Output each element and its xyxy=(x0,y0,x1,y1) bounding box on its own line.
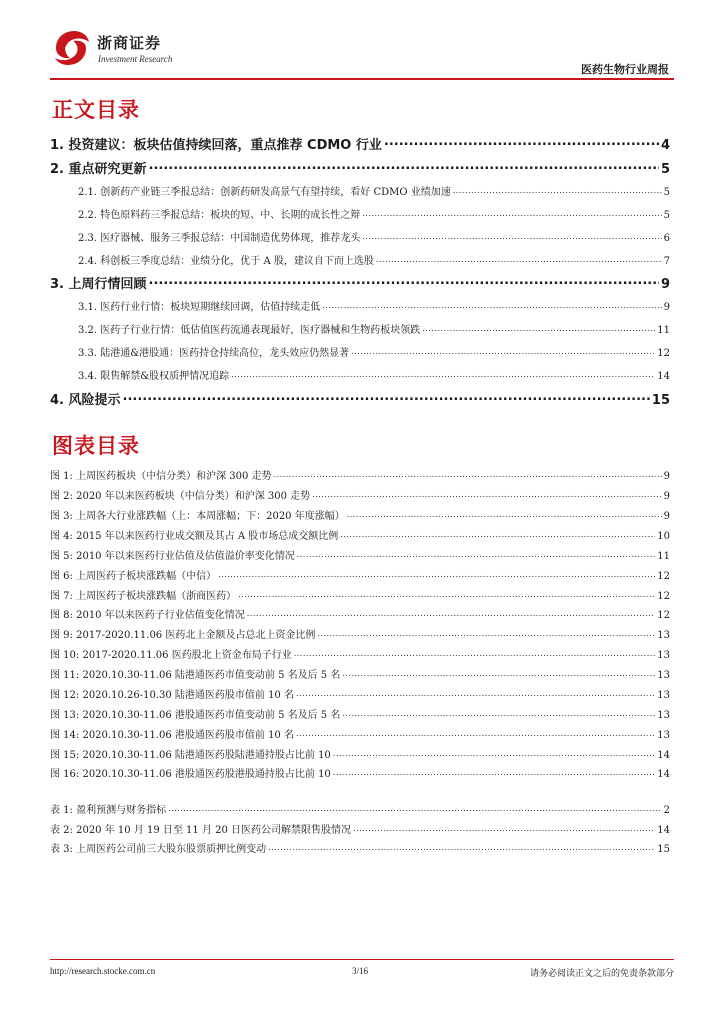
toc-subentry[interactable] xyxy=(78,252,670,267)
toc-entry[interactable] xyxy=(50,273,670,292)
toc-subentry[interactable] xyxy=(78,344,670,359)
figure-entry[interactable] xyxy=(50,567,670,582)
leader-dots xyxy=(362,231,661,241)
table-entry[interactable] xyxy=(50,821,670,836)
table-entry-page: 15 xyxy=(657,844,670,855)
figure-entry[interactable] xyxy=(50,706,670,721)
table-entry-page: 14 xyxy=(657,825,670,836)
toc-entry[interactable] xyxy=(50,389,670,408)
logo-english-name: Investment Research xyxy=(98,54,173,64)
leader-dots xyxy=(453,185,662,195)
toc-subentry[interactable] xyxy=(78,367,670,382)
figure-entry-label: 图 4: 2015 年以来医药行业成交额及其占 A 股市场总成交额比例 xyxy=(50,531,339,542)
leader-dots xyxy=(168,803,662,813)
figure-entry-label: 图 11: 2020.10.30-11.06 陆港通医药市值变动前 5 名及后 5 名 xyxy=(50,670,341,681)
figure-entry-label: 图 10: 2017-2020.11.06 医药股北上资金布局子行业 xyxy=(50,650,292,661)
leader-dots xyxy=(422,323,655,333)
footer-disclaimer: 请务必阅读正文之后的免责条款部分 xyxy=(529,969,674,979)
table-entry[interactable] xyxy=(50,801,670,816)
leader-dots xyxy=(340,529,655,539)
leader-dots xyxy=(268,842,655,852)
leader-dots xyxy=(376,254,662,264)
company-logo xyxy=(50,28,225,68)
leader-dots xyxy=(297,549,656,559)
figure-entry[interactable] xyxy=(50,726,670,741)
toc-entry-label: 3.1. 医药行业行情：板块短期继续回调，估值持续走低 xyxy=(78,302,321,313)
toc-entry-page: 11 xyxy=(657,325,670,336)
table-entry-label: 表 2: 2020 年 10 月 19 日至 11 月 20 日医药公司解禁限售股情况 xyxy=(50,825,352,836)
figure-entry[interactable] xyxy=(50,626,670,641)
footer-page-number: 3/16 xyxy=(352,966,369,976)
toc-subentry[interactable] xyxy=(78,229,670,244)
leader-dots xyxy=(296,688,655,698)
figure-entry-page: 13 xyxy=(657,670,670,681)
toc-entry-page: 5 xyxy=(660,162,670,177)
leader-dots xyxy=(342,668,655,678)
figure-entry[interactable] xyxy=(50,746,670,761)
figure-entry-label: 图 15: 2020.10.30-11.06 陆港通医药股陆港通持股占比前 10 xyxy=(50,750,331,761)
toc-subentry[interactable] xyxy=(78,183,670,198)
header-divider xyxy=(50,78,674,80)
table-entry-page: 2 xyxy=(663,805,670,816)
toc-entry-page: 7 xyxy=(663,256,670,267)
figure-entry[interactable] xyxy=(50,765,670,780)
figure-entry-page: 14 xyxy=(657,750,670,761)
figure-entry-label: 图 14: 2020.10.30-11.06 港股通医药股市值前 10 名 xyxy=(50,730,294,741)
figure-entry[interactable] xyxy=(50,606,670,621)
figure-entry-page: 14 xyxy=(657,769,670,780)
table-entry-label: 表 3: 上周医药公司前三大股东股票质押比例变动 xyxy=(50,844,267,855)
toc-entry-label: 3.2. 医药子行业行情：低估值医药流通表现最好，医疗器械和生物药板块领跌 xyxy=(78,325,421,336)
leader-dots xyxy=(351,346,655,356)
report-type-label: 医药生物行业周报 xyxy=(581,63,669,76)
footer-website-link[interactable]: http://research.stocke.com.cn xyxy=(50,966,156,976)
leader-dots xyxy=(353,823,655,833)
figure-entry-page: 9 xyxy=(663,511,670,522)
figure-entry-page: 9 xyxy=(663,471,670,482)
figure-entry[interactable] xyxy=(50,666,670,681)
leader-dots xyxy=(384,139,659,149)
figure-entry-label: 图 16: 2020.10.30-11.06 港股通医药股港股通持股占比前 10 xyxy=(50,769,331,780)
figure-entry[interactable] xyxy=(50,646,670,661)
figure-entry-page: 12 xyxy=(657,571,670,582)
toc-entry-page: 9 xyxy=(660,277,670,292)
toc-entry-page: 9 xyxy=(663,302,670,313)
logo-chinese-name: 浙商证券 xyxy=(97,34,162,52)
figure-entry[interactable] xyxy=(50,507,670,522)
figure-entry-label: 图 9: 2017-2020.11.06 医药北上金额及占总北上资金比例 xyxy=(50,630,316,641)
figure-entry[interactable] xyxy=(50,527,670,542)
leader-dots xyxy=(362,208,661,218)
leader-dots xyxy=(274,469,662,479)
toc-entry-label: 4. 风险提示 xyxy=(50,393,121,408)
leader-dots xyxy=(312,489,661,499)
toc-subentry[interactable] xyxy=(78,321,670,336)
table-entry[interactable] xyxy=(50,840,670,855)
toc-entry-label: 3. 上周行情回顾 xyxy=(50,277,147,292)
figure-entry-page: 13 xyxy=(657,690,670,701)
leader-dots xyxy=(342,708,655,718)
toc-entry-label: 2.3. 医疗器械、服务三季报总结：中国制造优势体现，推荐龙头 xyxy=(78,233,361,244)
leader-dots xyxy=(296,728,655,738)
toc-entry-label: 2. 重点研究更新 xyxy=(50,162,147,177)
figure-entry[interactable] xyxy=(50,686,670,701)
figure-entry[interactable] xyxy=(50,487,670,502)
figure-entry-page: 12 xyxy=(657,610,670,621)
toc-title: 正文目录 xyxy=(52,98,140,122)
toc-entry-label: 2.1. 创新药产业链三季报总结：创新药研发高景气有望持续，看好 CDMO 业绩加速 xyxy=(78,187,451,198)
figure-entry-label: 图 6: 上周医药子板块涨跌幅（中信） xyxy=(50,571,217,582)
toc-entry-label: 1. 投资建议：板块估值持续回落，重点推荐 CDMO 行业 xyxy=(50,138,382,153)
toc-entry-page: 6 xyxy=(663,233,670,244)
footer-divider xyxy=(50,959,674,960)
toc-entry-page: 4 xyxy=(660,138,670,153)
leader-dots xyxy=(149,163,659,173)
leader-dots xyxy=(294,648,656,658)
figure-entry[interactable] xyxy=(50,547,670,562)
figure-entry-page: 12 xyxy=(657,591,670,602)
figure-entry-page: 13 xyxy=(657,630,670,641)
toc-entry[interactable] xyxy=(50,134,670,153)
toc-entry[interactable] xyxy=(50,158,670,177)
leader-dots xyxy=(333,767,655,777)
figure-entry-page: 11 xyxy=(657,551,670,562)
figure-entry-page: 9 xyxy=(663,491,670,502)
figures-title: 图表目录 xyxy=(52,434,140,458)
logo-mark-icon xyxy=(50,28,92,68)
toc-entry-page: 15 xyxy=(651,393,670,408)
figure-entry-label: 图 13: 2020.10.30-11.06 港股通医药市值变动前 5 名及后 5 名 xyxy=(50,710,341,721)
toc-entry-label: 3.4. 限售解禁&股权质押情况追踪 xyxy=(78,371,230,382)
figure-entry-label: 图 1: 上周医药板块（中信分类）和沪深 300 走势 xyxy=(50,471,272,482)
figure-entry-page: 13 xyxy=(657,710,670,721)
figure-entry-page: 10 xyxy=(657,531,670,542)
toc-subentry[interactable] xyxy=(78,206,670,221)
leader-dots xyxy=(333,748,655,758)
toc-entry-label: 2.4. 科创板三季度总结：业绩分化，优于 A 股，建议自下而上选股 xyxy=(78,256,374,267)
figure-entry-label: 图 8: 2010 年以来医药子行业估值变化情况 xyxy=(50,610,245,621)
figure-entry[interactable] xyxy=(50,587,670,602)
leader-dots xyxy=(317,628,655,638)
leader-dots xyxy=(123,394,650,404)
toc-subentry[interactable] xyxy=(78,298,670,313)
figure-entry-label: 图 3: 上周各大行业涨跌幅（上：本周涨幅；下：2020 年度涨幅） xyxy=(50,511,345,522)
toc-entry-page: 5 xyxy=(663,187,670,198)
leader-dots xyxy=(247,608,656,618)
toc-entry-page: 12 xyxy=(657,348,670,359)
toc-entry-page: 5 xyxy=(663,210,670,221)
figure-entry[interactable] xyxy=(50,467,670,482)
leader-dots xyxy=(238,589,655,599)
page-header xyxy=(0,0,724,80)
figure-entry-label: 图 2: 2020 年以来医药板块（中信分类）和沪深 300 走势 xyxy=(50,491,311,502)
figure-entry-label: 图 7: 上周医药子板块涨跌幅（浙商医药） xyxy=(50,591,237,602)
figure-entry-label: 图 12: 2020.10.26-10.30 陆港通医药股市值前 10 名 xyxy=(50,690,294,701)
figure-entry-page: 13 xyxy=(657,730,670,741)
figure-entry-label: 图 5: 2010 年以来医药行业估值及估值溢价率变化情况 xyxy=(50,551,295,562)
leader-dots xyxy=(149,278,659,288)
leader-dots xyxy=(231,369,655,379)
table-entry-label: 表 1: 盈利预测与财务指标 xyxy=(50,805,167,816)
figure-entry-page: 13 xyxy=(657,650,670,661)
leader-dots xyxy=(347,509,662,519)
toc-entry-page: 14 xyxy=(657,371,670,382)
toc-entry-label: 3.3. 陆港通&港股通：医药持仓持续高位，龙头效应仍然显著 xyxy=(78,348,350,359)
toc-entry-label: 2.2. 特色原料药三季报总结：板块的短、中、长期的成长性之辩 xyxy=(78,210,361,221)
leader-dots xyxy=(322,300,661,310)
leader-dots xyxy=(218,569,655,579)
